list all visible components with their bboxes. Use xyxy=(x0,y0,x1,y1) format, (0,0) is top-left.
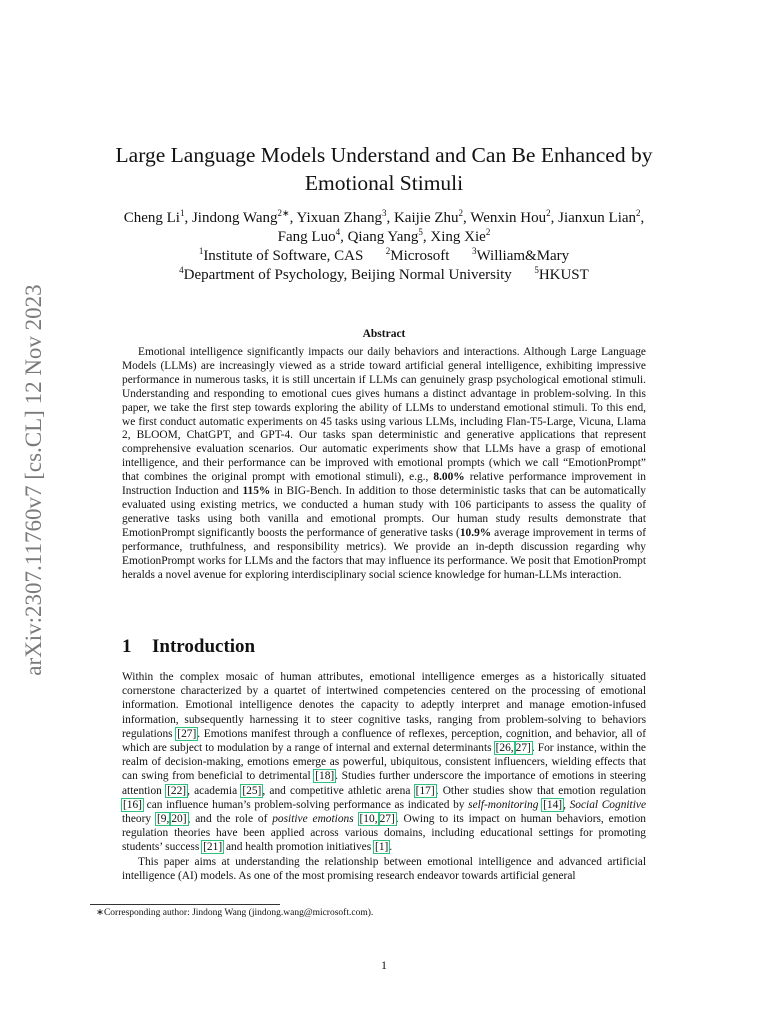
citation-link[interactable]: [18] xyxy=(315,770,335,783)
author-affiliation-mark: 3 xyxy=(381,208,387,218)
intro-text: , academia xyxy=(187,784,242,797)
section-heading xyxy=(122,636,255,658)
affiliation-name: Institute of Software, CAS xyxy=(203,248,364,264)
section-title: Introduction xyxy=(152,636,256,657)
author-name: Cheng Li xyxy=(123,210,180,226)
affiliation-name: William&Mary xyxy=(476,248,570,264)
abstract-bold-stat: 115% xyxy=(242,485,271,498)
citation-link[interactable]: [14] xyxy=(543,798,563,811)
intro-text: , and competitive athletic arena xyxy=(262,784,415,797)
intro-text: . Owing to its impact on human behaviors, emotion regulation theories have been applied across various domains, including educational settings for promoting students’ success xyxy=(122,813,646,854)
intro-italic: self-monitoring xyxy=(468,798,539,811)
author-name: Qiang Yang xyxy=(347,229,419,245)
arxiv-id-stamp: arXiv:2307.11760v7 [cs.CL] 12 Nov 2023 xyxy=(21,284,46,676)
intro-paragraph-2: This paper aims at understanding the relationship between emotional intelligence and advanced artificial intelligence (AI) models. As one of the most promising research endeavor towards artificial general xyxy=(122,855,646,882)
abstract-text: average improvement in terms of performance, truthfulness, and responsibility metrics). We provide an in-depth discussion regarding why EmotionPrompt works for LLMs and the factors that may influence its performance. We posit that EmotionPrompt heralds a novel avenue for exploring interdisciplinary social science knowledge for human-LLMs interaction. xyxy=(122,526,646,581)
section-number: 1 xyxy=(122,636,132,657)
affiliation-line-2 xyxy=(0,266,768,285)
author-line-2: Fang Luo$^4$, Qiang Yang$^5$, Xing Xie$^2$ xyxy=(277,227,491,245)
intro-text: . For instance, within the realm of decision-making, emotions emerge as powerful, ubiquitous, consistent influencers, wielding effects that can swing from beneficial to detrimental xyxy=(122,742,646,783)
citation-link[interactable]: [21] xyxy=(203,841,223,854)
citation-link[interactable]: 27] xyxy=(379,813,395,826)
intro-italic: positive emotions xyxy=(272,813,354,826)
title-line-2: Emotional Stimuli xyxy=(304,171,464,195)
intro-text xyxy=(354,813,359,825)
author-affiliation-mark: 4 xyxy=(335,227,341,237)
author-name: Jindong Wang xyxy=(191,210,278,226)
affiliation-mark: 2 xyxy=(385,246,391,256)
affiliation-mark: 4 xyxy=(179,265,184,275)
affiliation-line-1 xyxy=(0,247,768,266)
author-affiliation-mark: 2 xyxy=(485,227,491,237)
intro-text: . Emotions manifest through a confluence of reflexes, perception, cognition, and behavior, all of which are subject to modulation by a range of internal and external determinants xyxy=(122,727,646,755)
intro-text: , and the role of xyxy=(187,813,273,826)
abstract-bold-stat: 8.00% xyxy=(433,471,465,484)
citation-link[interactable]: 20] xyxy=(171,813,187,826)
author-affiliation-mark: 2 xyxy=(458,208,464,218)
affiliation-name: Department of Psychology, Beijing Normal University xyxy=(183,267,512,283)
footnote-rule xyxy=(90,904,280,905)
citation-link[interactable]: [1] xyxy=(375,841,389,854)
intro-text: . xyxy=(389,841,393,854)
author-affiliation-mark: 2∗ xyxy=(277,208,290,218)
author-name: Kaijie Zhu xyxy=(393,210,459,226)
author-name: Xing Xie xyxy=(430,229,486,245)
citation-link[interactable]: [17] xyxy=(415,784,435,797)
arxiv-sidebar xyxy=(4,210,64,750)
intro-text: and health promotion initiatives xyxy=(223,841,375,854)
author-affiliation-mark: 1 xyxy=(179,208,185,218)
abstract-text: Emotional intelligence significantly impacts our daily behaviors and interactions. Although Large Language Models (LLMs) are increasingly viewed as a stride toward artificial general intelligence, exhibiting impressive performance in numerous tasks, it is still uncertain if LLMs can genuinely grasp psychological emotional stimuli. Understanding and responding to emotional cues gives humans a distinct advantage in problem-solving. In this paper, we take the first step towards exploring the ability of LLMs to understand emotional stimuli. To this end, we first conduct automatic experiments on 45 tasks using various LLMs, including Flan-T5-Large, Vicuna, Llama 2, BLOOM, ChatGPT, and GPT-4. Our tasks span deterministic and generative applications that represent comprehensive evaluation scenarios. Our automatic experiments show that LLMs have a grasp of emotional intelligence, and their performance can be improved with emotional prompts (which we call “EmotionPrompt” that combines the original prompt with emotional stimuli), e.g., xyxy=(122,346,646,484)
author-name: Wenxin Hou xyxy=(470,210,547,226)
citation-link[interactable]: [10, xyxy=(359,813,378,826)
intro-italic: Social Cognitive xyxy=(569,798,646,811)
author-affiliation-mark: 5 xyxy=(418,227,423,237)
affiliation-mark: 1 xyxy=(198,246,204,256)
intro-text: can influence human’s problem-solving performance as indicated by xyxy=(142,798,469,811)
citation-link[interactable]: [16] xyxy=(123,798,142,811)
abstract-paragraph xyxy=(122,346,646,582)
footnote: ∗Corresponding author: Jindong Wang (jindong.wang@microsoft.com). xyxy=(96,908,374,918)
abstract-heading: Abstract xyxy=(362,328,406,340)
introduction-body xyxy=(122,670,646,883)
affiliation-mark: 3 xyxy=(471,246,477,256)
citation-link[interactable]: [27] xyxy=(177,727,197,740)
intro-text: , xyxy=(563,798,570,811)
intro-paragraph-1 xyxy=(122,670,646,855)
page-number: 1 xyxy=(381,958,387,972)
citation-link[interactable]: [9, xyxy=(156,813,170,826)
author-line-1: Cheng Li$^1$, Jindong Wang$^{2∗}$, Yixuan Zhang$^3$, Kaijie Zhu$^2$, Wenxin Hou$^2$, Jianxun Lian$^2$, xyxy=(123,208,645,226)
citation-link[interactable]: [22] xyxy=(167,784,187,797)
abstract-text: in BIG-Bench. In addition to those deterministic tasks that can be automatically evaluated using existing metrics, we conducted a human study with 106 participants to assess the quality of generative tasks using both vanilla and emotional prompts. Our human study results demonstrate that EmotionPrompt significantly boosts the performance of generative tasks ( xyxy=(122,485,647,539)
author-name: Jianxun Lian xyxy=(558,210,637,226)
intro-text: . Other studies show that emotion regulation xyxy=(435,784,646,797)
abstract-text: relative performance improvement in Instruction Induction and xyxy=(122,471,646,498)
author-affiliation-mark: 2 xyxy=(546,208,551,218)
intro-text: theory xyxy=(122,813,156,826)
citation-link[interactable]: [26, xyxy=(495,742,514,755)
citation-link[interactable]: 27] xyxy=(515,742,531,755)
affiliation-name: Microsoft xyxy=(390,248,450,264)
affiliation-name: HKUST xyxy=(538,267,589,283)
title-line-1: Large Language Models Understand and Can Be Enhanced by xyxy=(115,143,653,167)
intro-text: . Studies further underscore the importance of emotions in steering attention xyxy=(122,770,646,797)
author-affiliation-mark: 2 xyxy=(636,208,641,218)
abstract-bold-stat: 10.9% xyxy=(459,526,492,539)
author-name: Fang Luo xyxy=(277,229,336,245)
paper-title xyxy=(0,141,768,197)
abstract-body xyxy=(122,346,646,582)
affiliation-mark: 5 xyxy=(534,265,539,275)
citation-link[interactable]: [25] xyxy=(242,784,262,797)
author-block xyxy=(0,209,768,285)
author-name: Yixuan Zhang xyxy=(296,210,382,226)
intro-text: Within the complex mosaic of human attributes, emotional intelligence emerges as a historically situated cornerstone characterized by a quartet of intertwined competencies centered on the processing of emotional information. Emotional intelligence denotes the capacity to adeptly interpret and manage emotion-infused information, subsequently harnessing it to steer cognitive tasks, ranging from problem-solving to behaviors regulations xyxy=(122,671,646,740)
